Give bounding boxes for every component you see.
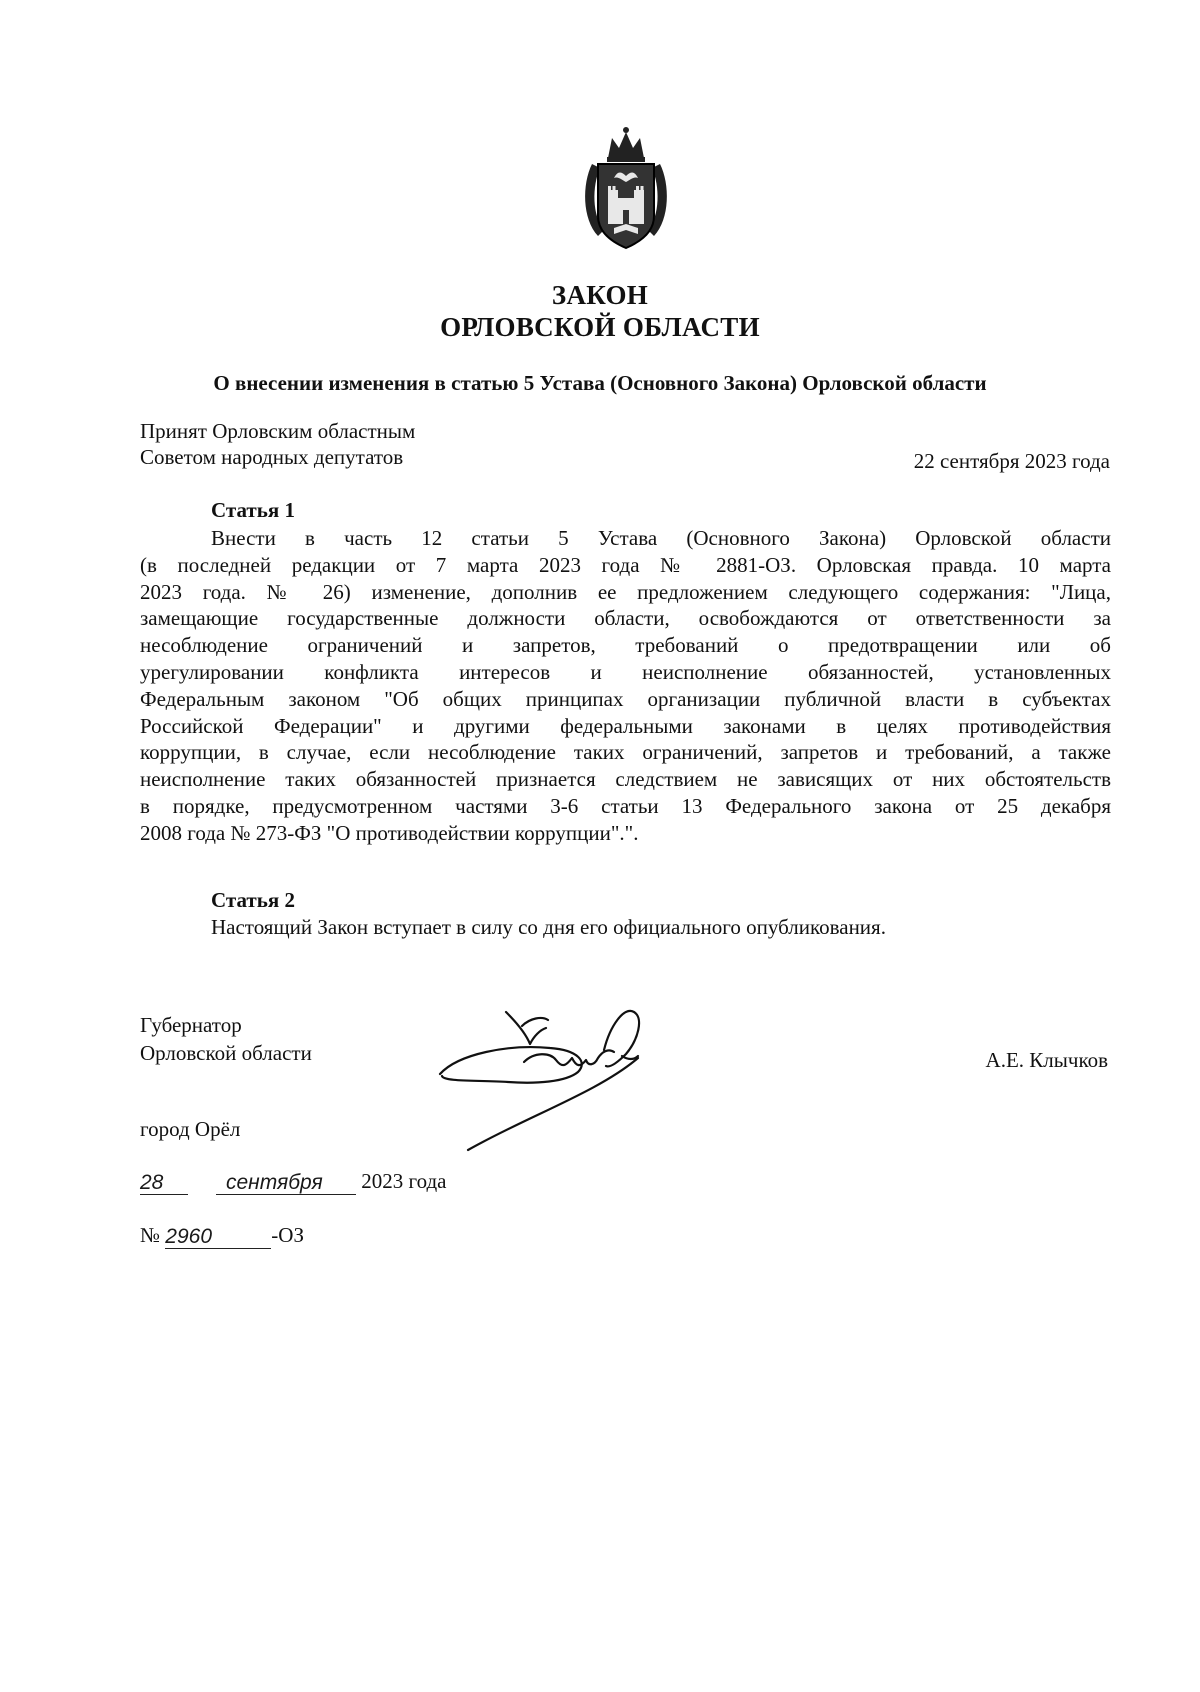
signing-month-field — [216, 1170, 356, 1195]
signing-place: город Орёл — [140, 1117, 241, 1141]
signatory-title-line-2: Орловской области — [140, 1041, 312, 1065]
law-subject-title: О внесении изменения в статью 5 Устава (Основного Закона) Орловской области — [213, 371, 987, 395]
signing-year: 2023 года — [361, 1169, 447, 1193]
article-1-line: Федеральным законом "Об общих принципах организации публичной власти в субъектах — [140, 686, 1111, 711]
signing-day: 28 — [140, 1171, 164, 1194]
article-1-line: в порядке, предусмотренном частями 3-6 статьи 13 Федерального закона от 25 декабря — [140, 793, 1111, 818]
number-sign: № — [140, 1223, 161, 1247]
article-1-line: 2023 года. № 26) изменение, дополнив ее предложением следующего содержания: "Лица, — [140, 579, 1111, 604]
article-2-heading: Статья 2 — [211, 888, 295, 912]
signatory-title-line-1: Губернатор — [140, 1013, 242, 1037]
article-1-line: неисполнение таких обязанностей признается следствием не зависящих от них обстоятельств — [140, 767, 1111, 792]
signing-month: сентября — [226, 1171, 323, 1194]
article-1-line: 2008 года № 273-ФЗ "О противодействии коррупции".". — [140, 820, 639, 845]
adoption-date: 22 сентября 2023 года — [913, 449, 1110, 473]
signing-day-field — [140, 1170, 188, 1195]
signing-date-row — [140, 1168, 447, 1195]
article-1-line: несоблюдение ограничений и запретов, требований о предотвращении или об — [140, 633, 1111, 658]
article-1-line: замещающие государственные должности области, освобождаются от ответственности за — [140, 606, 1111, 631]
signatory-name: А.Е. Клычков — [985, 1048, 1108, 1072]
law-number: 2960 — [165, 1225, 213, 1248]
article-1-body — [140, 525, 1111, 847]
orel-oblast-coat-of-arms-icon — [578, 124, 674, 252]
adopted-by-line-2: Советом народных депутатов — [140, 445, 404, 469]
handwritten-signature — [438, 996, 668, 1156]
article-1-line: Внести в часть 12 статьи 5 Устава (Основного Закона) Орловской области — [211, 526, 1111, 550]
article-2-text: Настоящий Закон вступает в силу со дня его официального опубликования. — [211, 915, 886, 939]
law-number-suffix: -ОЗ — [271, 1223, 304, 1247]
law-number-row — [140, 1222, 304, 1249]
article-1-line: Российской Федерации" и другими федеральными законами в целях противодействия — [140, 713, 1111, 738]
article-1-line: (в последней редакции от 7 марта 2023 года № 2881-ОЗ. Орловская правда. 10 марта — [140, 552, 1111, 577]
article-1-line: коррупции, в случае, если несоблюдение таких ограничений, запретов и требований, а также — [140, 740, 1111, 765]
article-1-heading: Статья 1 — [211, 498, 295, 522]
region-title: ОРЛОВСКОЙ ОБЛАСТИ — [440, 312, 760, 342]
law-number-field — [165, 1224, 271, 1249]
article-1-line: урегулировании конфликта интересов и неисполнение обязанностей, установленных — [140, 659, 1111, 684]
adopted-by-line-1: Принят Орловским областным — [140, 419, 416, 443]
document-type-title: ЗАКОН — [551, 280, 649, 310]
